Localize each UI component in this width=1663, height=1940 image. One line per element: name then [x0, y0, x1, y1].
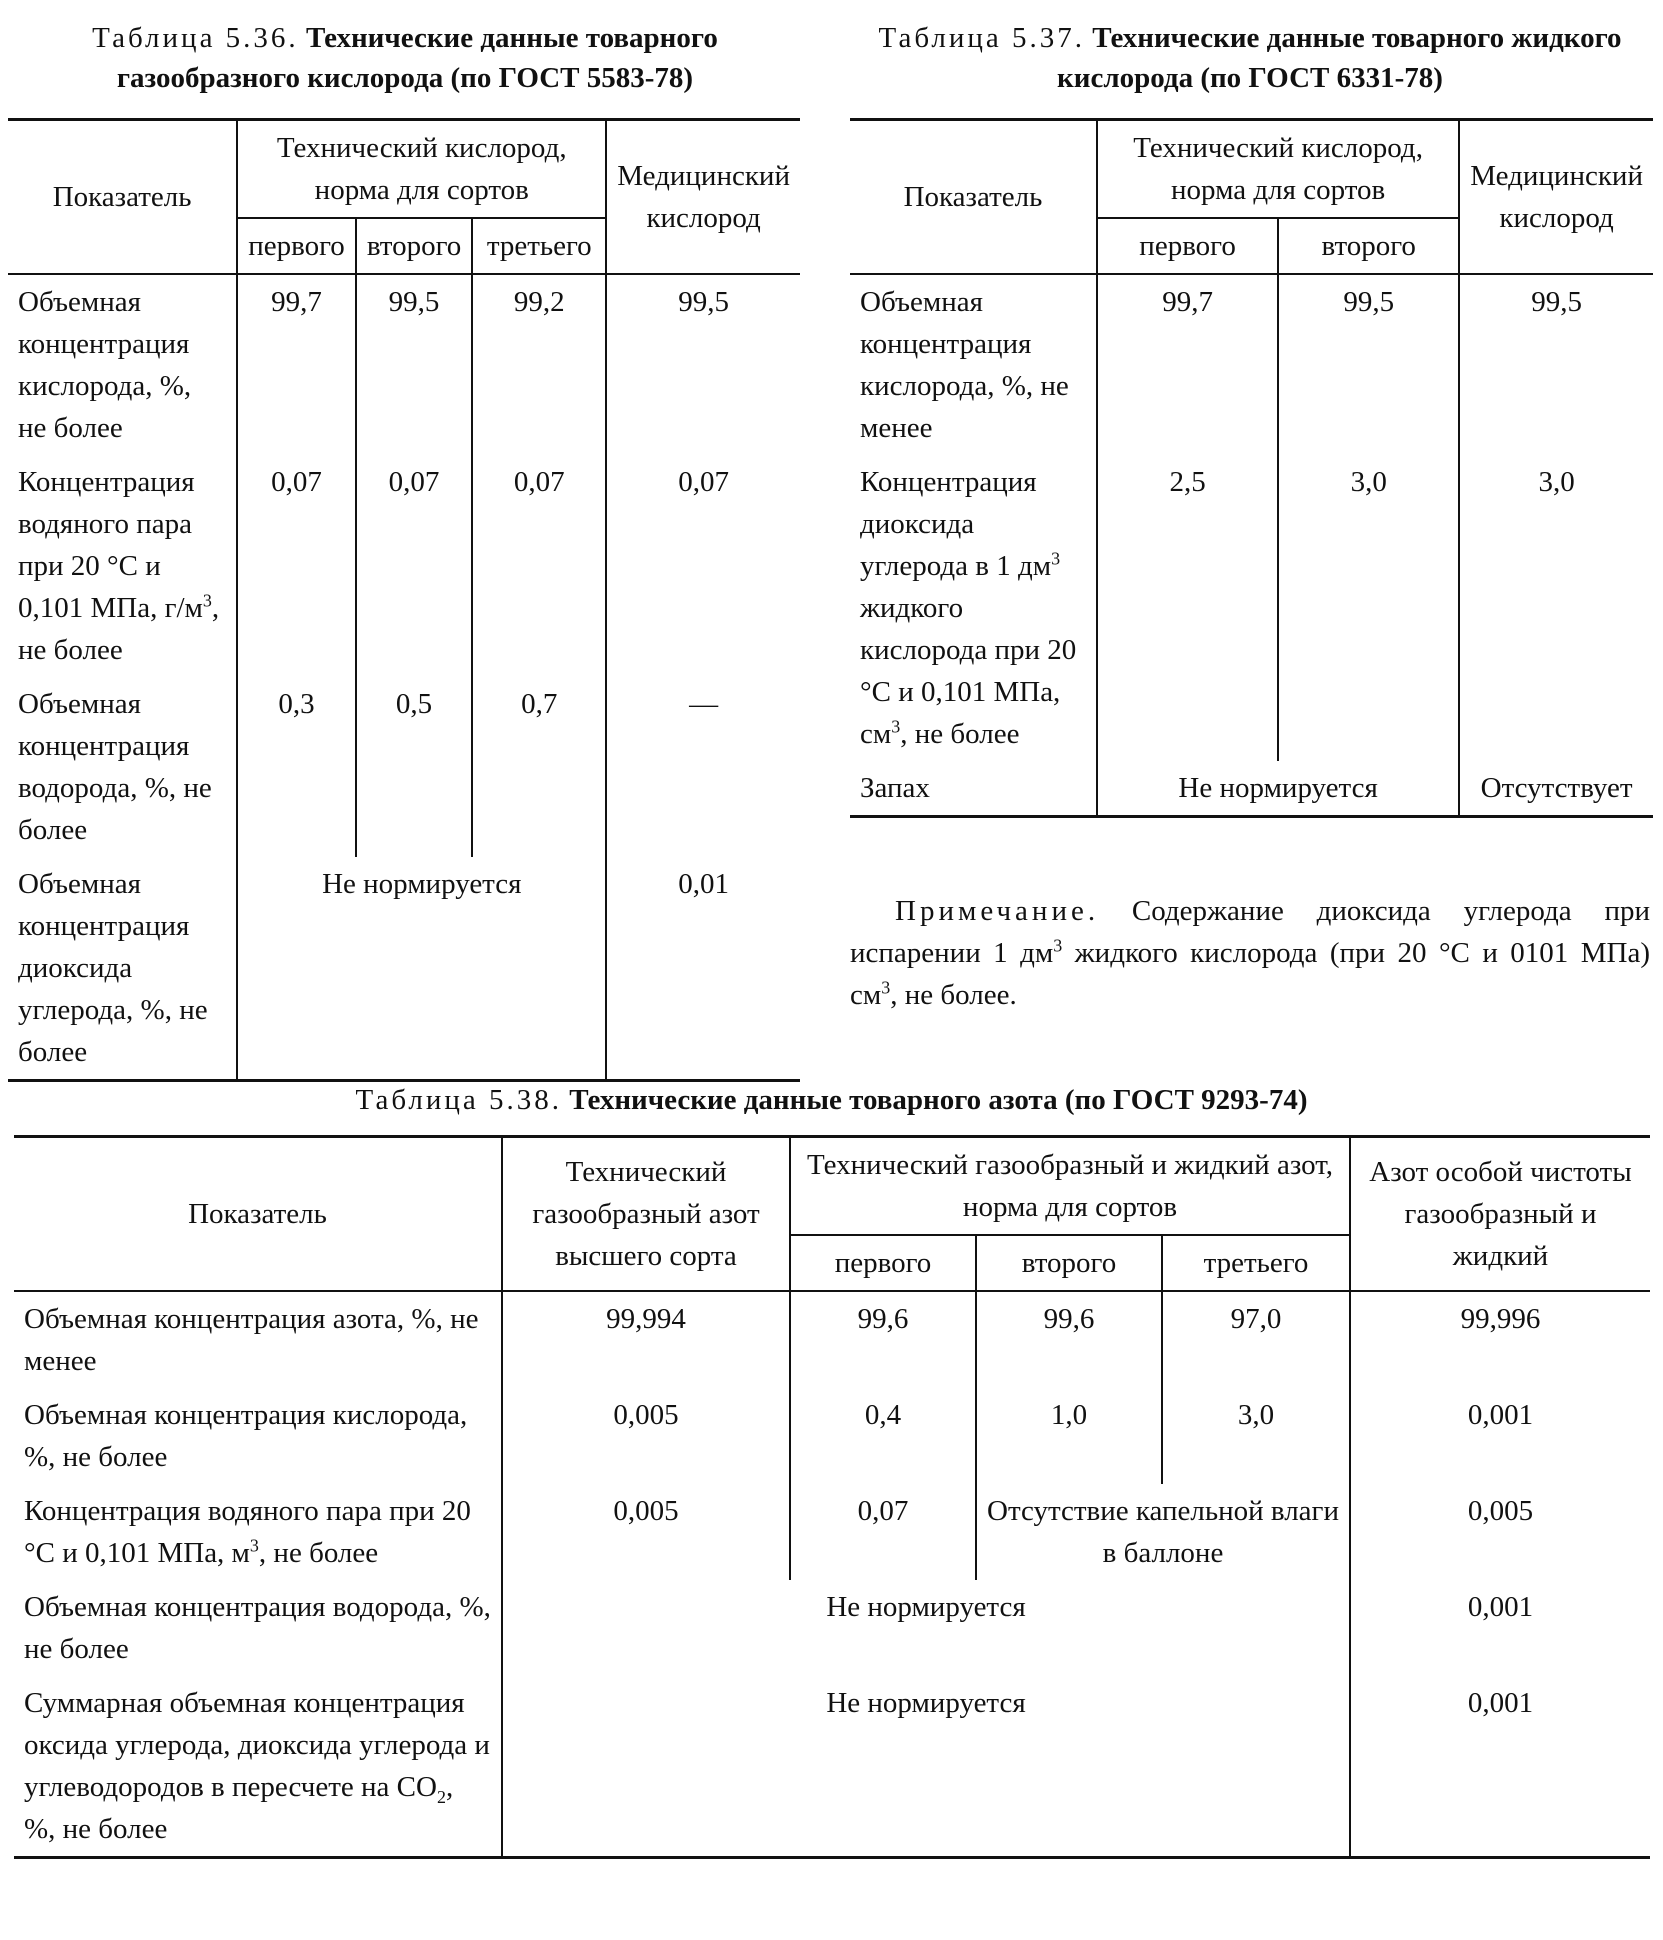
table-row	[14, 1484, 1650, 1580]
cell-value: 0,001	[1350, 1580, 1650, 1676]
cell-value: 0,07	[790, 1484, 976, 1580]
cell-not-normalized: Не нормируется	[1097, 761, 1459, 817]
header-grade-2: второго	[356, 218, 472, 274]
cell-value: 99,994	[502, 1291, 790, 1388]
cell-value: 0,3	[237, 677, 356, 857]
header-grade-1: первого	[237, 218, 356, 274]
table-row	[850, 274, 1653, 455]
header-high-purity-nitrogen: Азот особой чистоты газообразный и жидкий	[1350, 1137, 1650, 1292]
row-name: Объемная концентрация кислорода, %, не более	[24, 1399, 468, 1473]
cell-value: 0,005	[502, 1484, 790, 1580]
row-name: Концентрация водяного пара при 20 °С и 0,101 МПа, $г/м^3$, не более	[18, 466, 220, 666]
table-row	[14, 1291, 1650, 1388]
cell-value: 0,07	[606, 455, 800, 677]
cell-value: 99,7	[1097, 274, 1278, 455]
header-grade-2: второго	[1278, 218, 1459, 274]
table-5-38	[14, 1135, 1650, 1859]
cell-value: Отсутствует	[1459, 761, 1653, 817]
row-name: Объемная концентрация кислорода, %, не менее	[860, 286, 1069, 444]
row-name: Объемная концентрация водорода, %, не более	[18, 688, 212, 846]
header-tech-gas-liquid-nitrogen: Технический газообразный и жидкий азот, норма для сортов	[790, 1137, 1350, 1236]
cell-value: 0,001	[1350, 1388, 1650, 1484]
table-5-36	[8, 118, 800, 1082]
table-5-37	[850, 118, 1653, 818]
table-5-37-caption	[860, 18, 1640, 98]
cell-value: 0,5	[356, 677, 472, 857]
row-name: Суммарная объемная концентрация оксида углерода, диоксида углерода и углеводородов в пересчете на $СО_2$, %, не более	[24, 1687, 490, 1845]
table-row	[850, 761, 1653, 817]
table-row	[850, 455, 1653, 761]
cell-value: 99,5	[1459, 274, 1653, 455]
header-indicator: Показатель	[14, 1137, 502, 1292]
cell-not-normalized: Не нормируется	[502, 1676, 1350, 1858]
row-name: Объемная концентрация азота, %, не менее	[24, 1303, 479, 1377]
caption-title: Технические данные товарного газообразного кислорода (по ГОСТ 5583-78)	[116, 22, 718, 94]
table-row	[8, 677, 800, 857]
row-name: Объемная концентрация диоксида углерода, %, не более	[18, 868, 208, 1068]
cell-value: 0,005	[1350, 1484, 1650, 1580]
cell-value: 0,005	[502, 1388, 790, 1484]
row-name: Запах	[860, 772, 930, 804]
cell-value: 0,4	[790, 1388, 976, 1484]
cell-not-normalized: Не нормируется	[237, 857, 606, 1081]
cell-value: 99,5	[606, 274, 800, 455]
cell-value: 0,01	[606, 857, 800, 1081]
header-indicator: Показатель	[8, 120, 237, 275]
note-text: Содержание диоксида углерода при испарении 1 $дм^3$ жидкого кислорода (при 20 °С и 0101 МПа) $см^3$, не более.	[850, 895, 1650, 1011]
cell-value: 3,0	[1278, 455, 1459, 761]
cell-value: 99,5	[1278, 274, 1459, 455]
cell-value: 0,001	[1350, 1676, 1650, 1858]
header-medical-oxygen: Медицинский кислород	[606, 120, 800, 275]
table-row	[14, 1580, 1650, 1676]
caption-label: Таблица 5.37.	[878, 22, 1085, 54]
row-name: Концентрация диоксида углерода в 1 $дм^3$ жидкого кислорода при 20 °С и 0,101 МПа, $см^3$, не более	[860, 466, 1077, 750]
caption-label: Таблица 5.38.	[355, 1084, 563, 1116]
row-name: Концентрация водяного пара при 20 °С и 0,101 МПа, $м^3$, не более	[24, 1495, 471, 1569]
cell-value: 0,7	[472, 677, 606, 857]
caption-title: Технические данные товарного азота (по ГОСТ 9293-74)	[569, 1084, 1308, 1116]
cell-value: 0,07	[472, 455, 606, 677]
table-row	[8, 274, 800, 455]
header-tech-oxygen: Технический кислород, норма для сортов	[1097, 120, 1459, 219]
table-row	[14, 1388, 1650, 1484]
cell-value: 99,5	[356, 274, 472, 455]
table-row	[8, 455, 800, 677]
cell-value: 0,07	[356, 455, 472, 677]
table-row	[14, 1676, 1650, 1858]
cell-value: 99,6	[790, 1291, 976, 1388]
row-name: Объемная концентрация кислорода, %, не более	[18, 286, 192, 444]
cell-value: 0,07	[237, 455, 356, 677]
table-5-37-note	[850, 890, 1650, 1016]
header-tech-gas-nitrogen: Технический газообразный азот высшего сорта	[502, 1137, 790, 1292]
table-row	[8, 857, 800, 1081]
cell-value: 97,0	[1162, 1291, 1350, 1388]
table-5-38-caption	[0, 1080, 1663, 1120]
header-grade-3: третьего	[1162, 1235, 1350, 1291]
header-grade-1: первого	[790, 1235, 976, 1291]
cell-value: 99,2	[472, 274, 606, 455]
header-grade-2: второго	[976, 1235, 1162, 1291]
cell-not-normalized: Не нормируется	[502, 1580, 1350, 1676]
table-5-36-caption	[20, 18, 790, 98]
note-label: Примечание.	[895, 895, 1100, 927]
cell-value: 99,6	[976, 1291, 1162, 1388]
header-tech-oxygen: Технический кислород, норма для сортов	[237, 120, 606, 219]
cell-value: 99,7	[237, 274, 356, 455]
cell-value: 99,996	[1350, 1291, 1650, 1388]
cell-value: —	[606, 677, 800, 857]
header-grade-3: третьего	[472, 218, 606, 274]
header-medical-oxygen: Медицинский кислород	[1459, 120, 1653, 275]
cell-no-moisture: Отсутствие капельной влаги в баллоне	[976, 1484, 1350, 1580]
cell-value: 1,0	[976, 1388, 1162, 1484]
header-indicator: Показатель	[850, 120, 1097, 275]
caption-label: Таблица 5.36.	[92, 22, 299, 54]
cell-value: 2,5	[1097, 455, 1278, 761]
caption-title: Технические данные товарного жидкого кислорода (по ГОСТ 6331-78)	[1057, 22, 1622, 94]
cell-value: 3,0	[1459, 455, 1653, 761]
header-grade-1: первого	[1097, 218, 1278, 274]
cell-value: 3,0	[1162, 1388, 1350, 1484]
row-name: Объемная концентрация водорода, %, не более	[24, 1591, 491, 1665]
